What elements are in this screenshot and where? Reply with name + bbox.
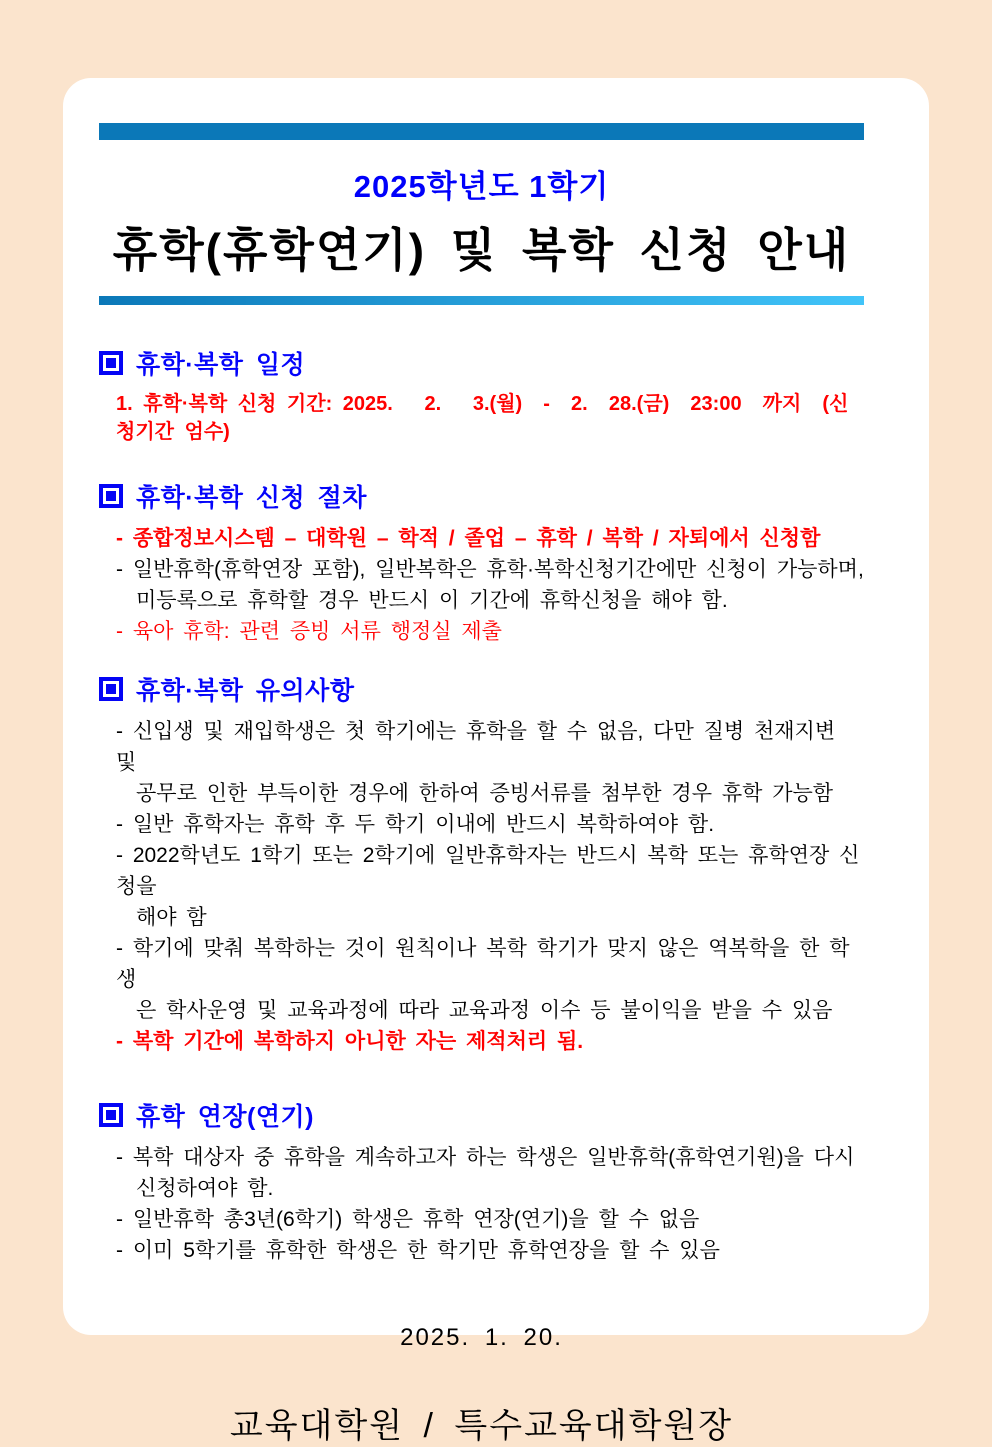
notice-content	[99, 123, 864, 1447]
section-schedule-header	[99, 345, 864, 381]
notice-title: 휴학(휴학연기) 및 복학 신청 안내	[112, 224, 851, 276]
section-extension-body	[99, 1142, 864, 1266]
notice-line: - 일반휴학(휴학연장 포함), 일반복학은 휴학·복학신청기간에만 신청이 가능하며,	[116, 558, 864, 581]
bottom-accent-bar	[99, 296, 864, 305]
square-bullet-inner	[106, 684, 116, 694]
section-title: 휴학·복학 일정	[136, 351, 306, 379]
notice-line: - 복학 대상자 중 휴학을 계속하고자 하는 학생은 일반휴학(휴학연기원)을 다시	[116, 1146, 855, 1169]
square-bullet-icon	[99, 1103, 123, 1127]
notice-line: 해야 함	[136, 906, 207, 929]
notice-line: - 일반 휴학자는 휴학 후 두 학기 이내에 반드시 복학하여야 함.	[116, 813, 715, 836]
section-procedure-header	[99, 478, 864, 514]
notice-line: - 이미 5학기를 휴학한 학생은 한 학기만 휴학연장을 할 수 있음	[116, 1239, 720, 1262]
section-extension-header	[99, 1097, 864, 1133]
notice-line: - 신입생 및 재입학생은 첫 학기에는 휴학을 할 수 없음, 다만 질병 천재지변 및	[116, 720, 845, 774]
issuer-signature: 교육대학원 / 특수교육대학원장	[229, 1407, 734, 1445]
square-bullet-icon	[99, 677, 123, 701]
notice-line: 미등록으로 휴학할 경우 반드시 이 기간에 휴학신청을 해야 함.	[136, 589, 728, 612]
notice-line: 은 학사운영 및 교육과정에 따라 교육과정 이수 등 불이익을 받을 수 있음	[136, 999, 833, 1022]
square-bullet-inner	[106, 491, 116, 501]
notice-line: 1. 휴학·복학 신청 기간: 2025. 2. 3.(월) - 2. 28.(금) 23:00 까지 (신청기간 엄수)	[116, 393, 849, 443]
square-bullet-icon	[99, 484, 123, 508]
notice-card	[63, 78, 929, 1445]
square-bullet-inner	[106, 1110, 116, 1120]
top-accent-bar	[99, 123, 864, 140]
section-title: 휴학 연장(연기)	[136, 1103, 314, 1131]
square-bullet-inner	[106, 358, 116, 368]
notice-line: 신청하여야 함.	[136, 1177, 274, 1200]
notice-line: - 육아 휴학: 관련 증빙 서류 행정실 제출	[116, 620, 502, 643]
notice-line: - 학기에 맞춰 복학하는 것이 원칙이나 복학 학기가 맞지 않은 역복학을 한 학생	[116, 937, 850, 991]
section-notes	[99, 671, 864, 1057]
square-bullet-icon	[99, 351, 123, 375]
section-procedure	[99, 478, 864, 647]
notice-line: - 일반휴학 총3년(6학기) 학생은 휴학 연장(연기)을 할 수 없음	[116, 1208, 700, 1231]
notice-line: - 복학 기간에 복학하지 아니한 자는 제적처리 됨.	[116, 1030, 584, 1053]
section-extension	[99, 1097, 864, 1266]
notice-line: 공무로 인한 부득이한 경우에 한하여 증빙서류를 첨부한 경우 휴학 가능함	[136, 782, 834, 805]
section-notes-header	[99, 671, 864, 707]
section-title: 휴학·복학 신청 절차	[136, 484, 367, 512]
section-schedule-body	[99, 390, 864, 446]
section-title: 휴학·복학 유의사항	[136, 677, 355, 705]
section-notes-body	[99, 716, 864, 1057]
section-procedure-body	[99, 523, 864, 647]
notice-line: - 종합정보시스템 – 대학원 – 학적 / 졸업 – 휴학 / 복학 / 자퇴에서 신청함	[116, 527, 821, 550]
section-schedule	[99, 345, 864, 446]
semester-subtitle: 2025학년도 1학기	[353, 169, 610, 204]
notice-line: - 2022학년도 1학기 또는 2학기에 일반휴학자는 반드시 복학 또는 휴학연장 신청을	[116, 844, 860, 898]
issue-date: 2025. 1. 20.	[400, 1324, 563, 1351]
